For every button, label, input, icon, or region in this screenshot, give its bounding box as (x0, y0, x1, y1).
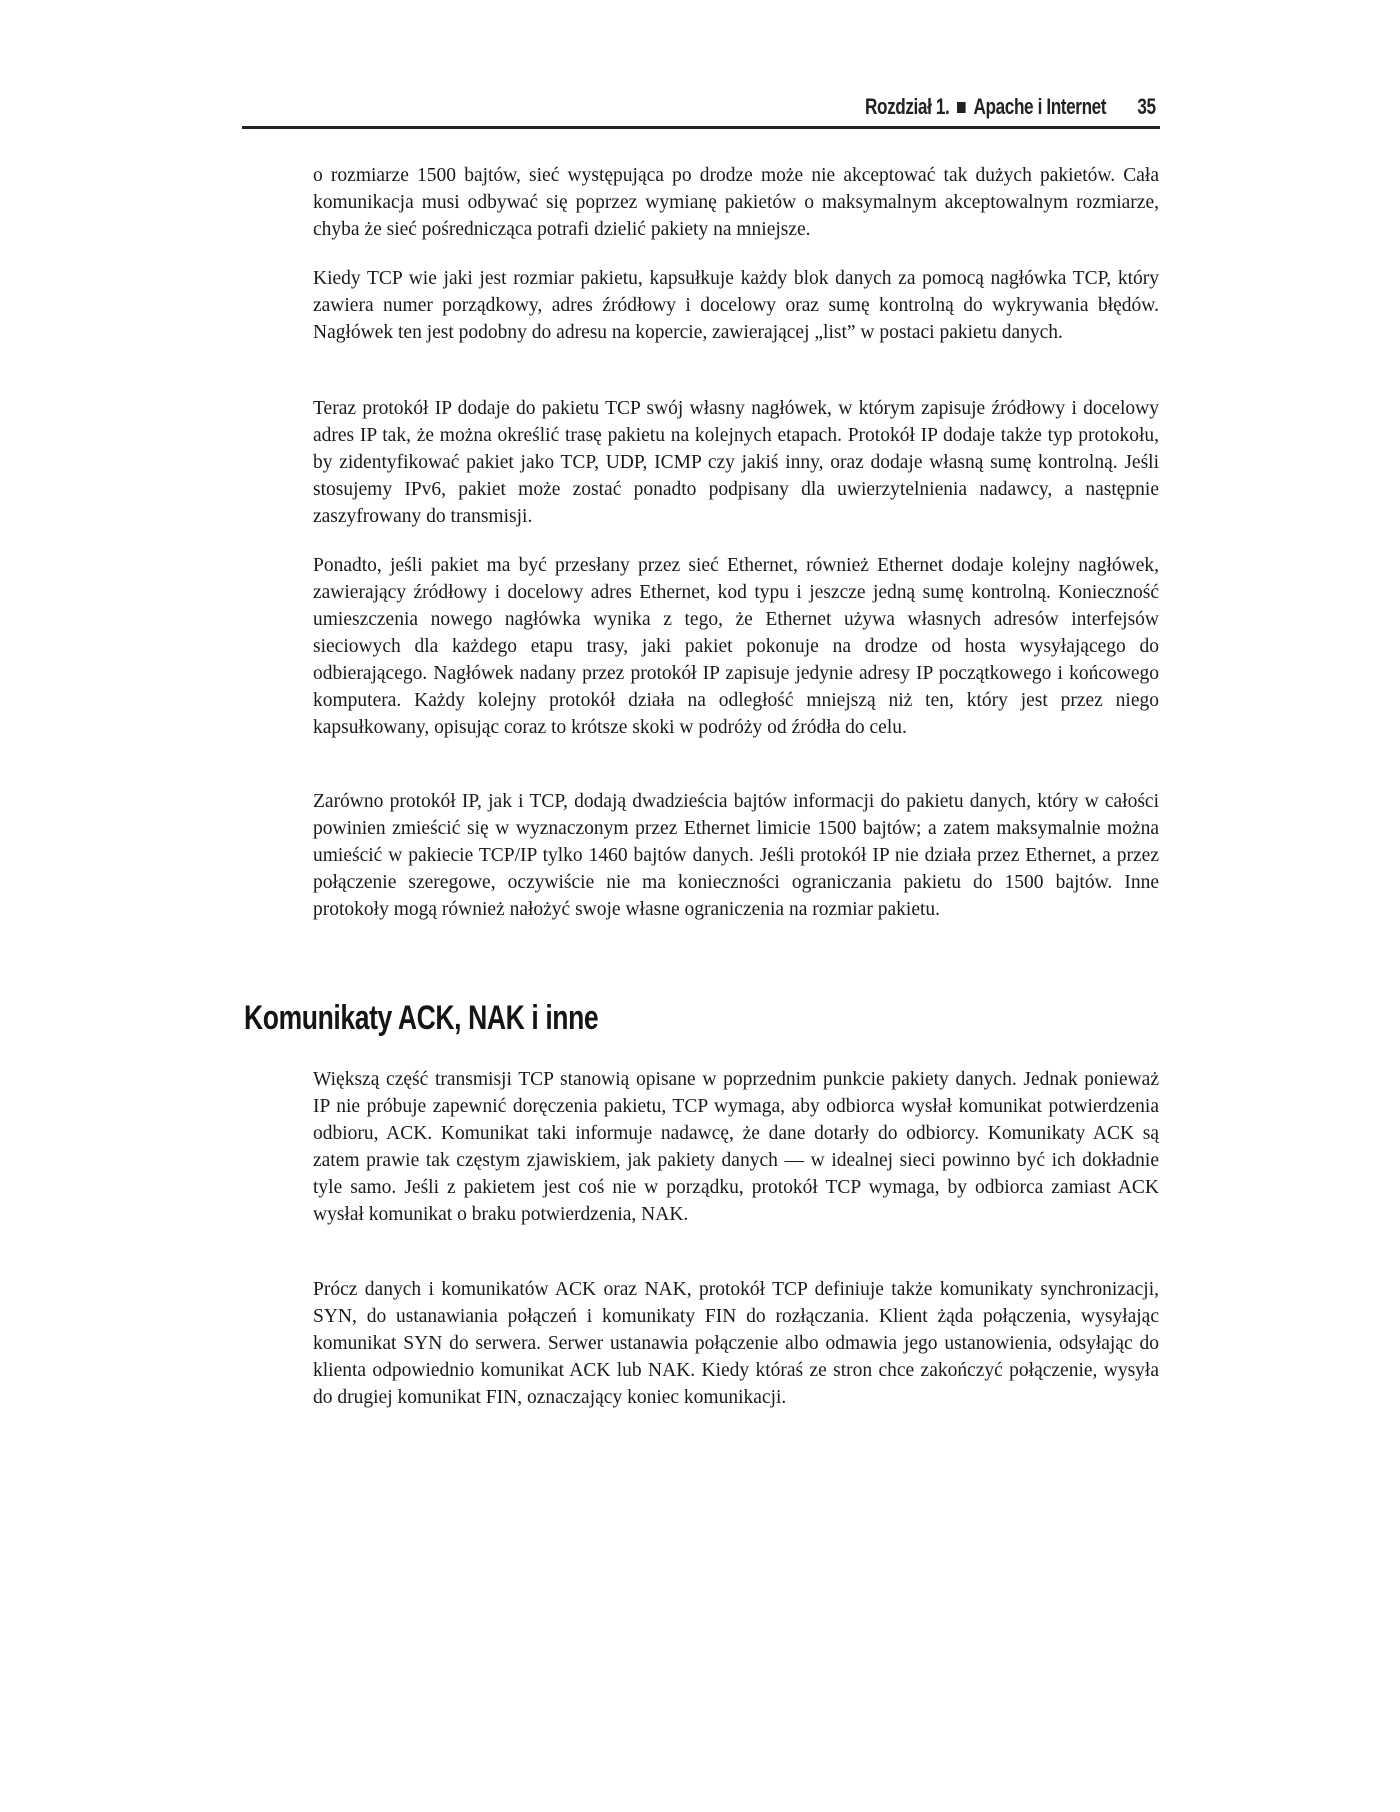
paragraph-4 (313, 552, 1159, 741)
paragraph-text: Teraz protokół IP dodaje do pakietu TCP swój własny nagłówek, w którym zapisuje źródłowy i docelowy adres IP tak, że można określić trasę pakietu na kolejnych etapach. Protokół IP dodaje także typ protokołu, by zidentyfikować pakiet jako TCP, UDP, ICMP czy jakiś inny, oraz dodaje własną sumę kontrolną. Jeśli stosujemy IPv6, pakiet może zostać ponadto podpisany dla uwierzytelnienia nadawcy, a następnie zaszyfrowany do transmisji. (313, 398, 1159, 527)
chapter-label: Rozdział 1. (865, 94, 950, 119)
paragraph-text: Większą część transmisji TCP stanowią opisane w poprzednim punkcie pakiety danych. Jednak ponieważ IP nie próbuje zapewnić doręczenia pakietu, TCP wymaga, aby odbiorca wysłał komunikat potwierdzenia odbioru, ACK. Komunikat taki informuje nadawcę, że dane dotarły do odbiorcy. Komunikaty ACK są zatem prawie tak częstym zjawiskiem, jak pakiety danych — w idealnej sieci powinno być ich dokładnie tyle samo. Jeśli z pakietem jest coś nie w porządku, protokół TCP wymaga, by odbiorca zamiast ACK wysłał komunikat o braku potwierdzenia, NAK. (313, 1069, 1159, 1225)
square-bullet-icon (958, 102, 967, 113)
paragraph-1 (313, 162, 1159, 243)
paragraph-2 (313, 265, 1159, 346)
paragraph-7 (313, 1276, 1159, 1411)
paragraph-text: o rozmiarze 1500 bajtów, sieć występująca po drodze może nie akceptować tak dużych pakietów. Cała komunikacja musi odbywać się poprzez wymianę pakietów o maksymalnym akceptowalnym rozmiarze, chyba że sieć pośrednicząca potrafi dzielić pakiety na mniejsze. (313, 165, 1159, 240)
chapter-title: Apache i Internet (973, 94, 1107, 119)
running-header-text (865, 94, 1156, 120)
paragraph-6 (313, 1066, 1159, 1228)
paragraph-text: Ponadto, jeśli pakiet ma być przesłany przez sieć Ethernet, również Ethernet dodaje kolejny nagłówek, zawierający źródłowy i docelowy adres Ethernet, kod typu i jeszcze jedną sumę kontrolną. Konieczność umieszczenia nowego nagłówka wynika z tego, że Ethernet używa własnych adresów interfejsów sieciowych dla każdego etapu trasy, jaki pakiet pokonuje na drodze od hosta wysyłającego do odbierającego. Nagłówek nadany przez protokół IP zapisuje jedynie adresy IP początkowego i końcowego komputera. Każdy kolejny protokół działa na odległość mniejszą niż ten, który jest przez niego kapsułkowany, opisując coraz to krótsze skoki w podróży od źródła do celu. (313, 555, 1159, 738)
paragraph-3 (313, 395, 1159, 530)
page-number: 35 (1137, 94, 1156, 119)
paragraph-text: Prócz danych i komunikatów ACK oraz NAK, protokół TCP definiuje także komunikaty synchronizacji, SYN, do ustanawiania połączeń i komunikaty FIN do rozłączania. Klient żąda połączenia, wysyłając komunikat SYN do serwera. Serwer ustanawia połączenie albo odmawia jego ustanowienia, odsyłając do klienta odpowiednio komunikat ACK lub NAK. Kiedy któraś ze stron chce zakończyć połączenie, wysyła do drugiej komunikat FIN, oznaczający koniec komunikacji. (313, 1279, 1159, 1408)
paragraph-5 (313, 788, 1159, 923)
paragraph-text: Kiedy TCP wie jaki jest rozmiar pakietu, kapsułkuje każdy blok danych za pomocą nagłówka TCP, który zawiera numer porządkowy, adres źródłowy i docelowy oraz sumę kontrolną do wykrywania błędów. Nagłówek ten jest podobny do adresu na kopercie, zawierającej „list” w postaci pakietu danych. (313, 268, 1159, 343)
running-header (242, 90, 1160, 129)
paragraph-text: Zarówno protokół IP, jak i TCP, dodają dwadzieścia bajtów informacji do pakietu danych, który w całości powinien zmieścić się w wyznaczonym przez Ethernet limicie 1500 bajtów; a zatem maksymalnie można umieścić w pakiecie TCP/IP tylko 1460 bajtów danych. Jeśli protokół IP nie działa przez Ethernet, a przez połączenie szeregowe, oczywiście nie ma konieczności ograniczania pakietu do 1500 bajtów. Inne protokoły mogą również nałożyć swoje własne ograniczenia na rozmiar pakietu. (313, 791, 1159, 920)
section-heading: Komunikaty ACK, NAK i inne (244, 999, 599, 1037)
